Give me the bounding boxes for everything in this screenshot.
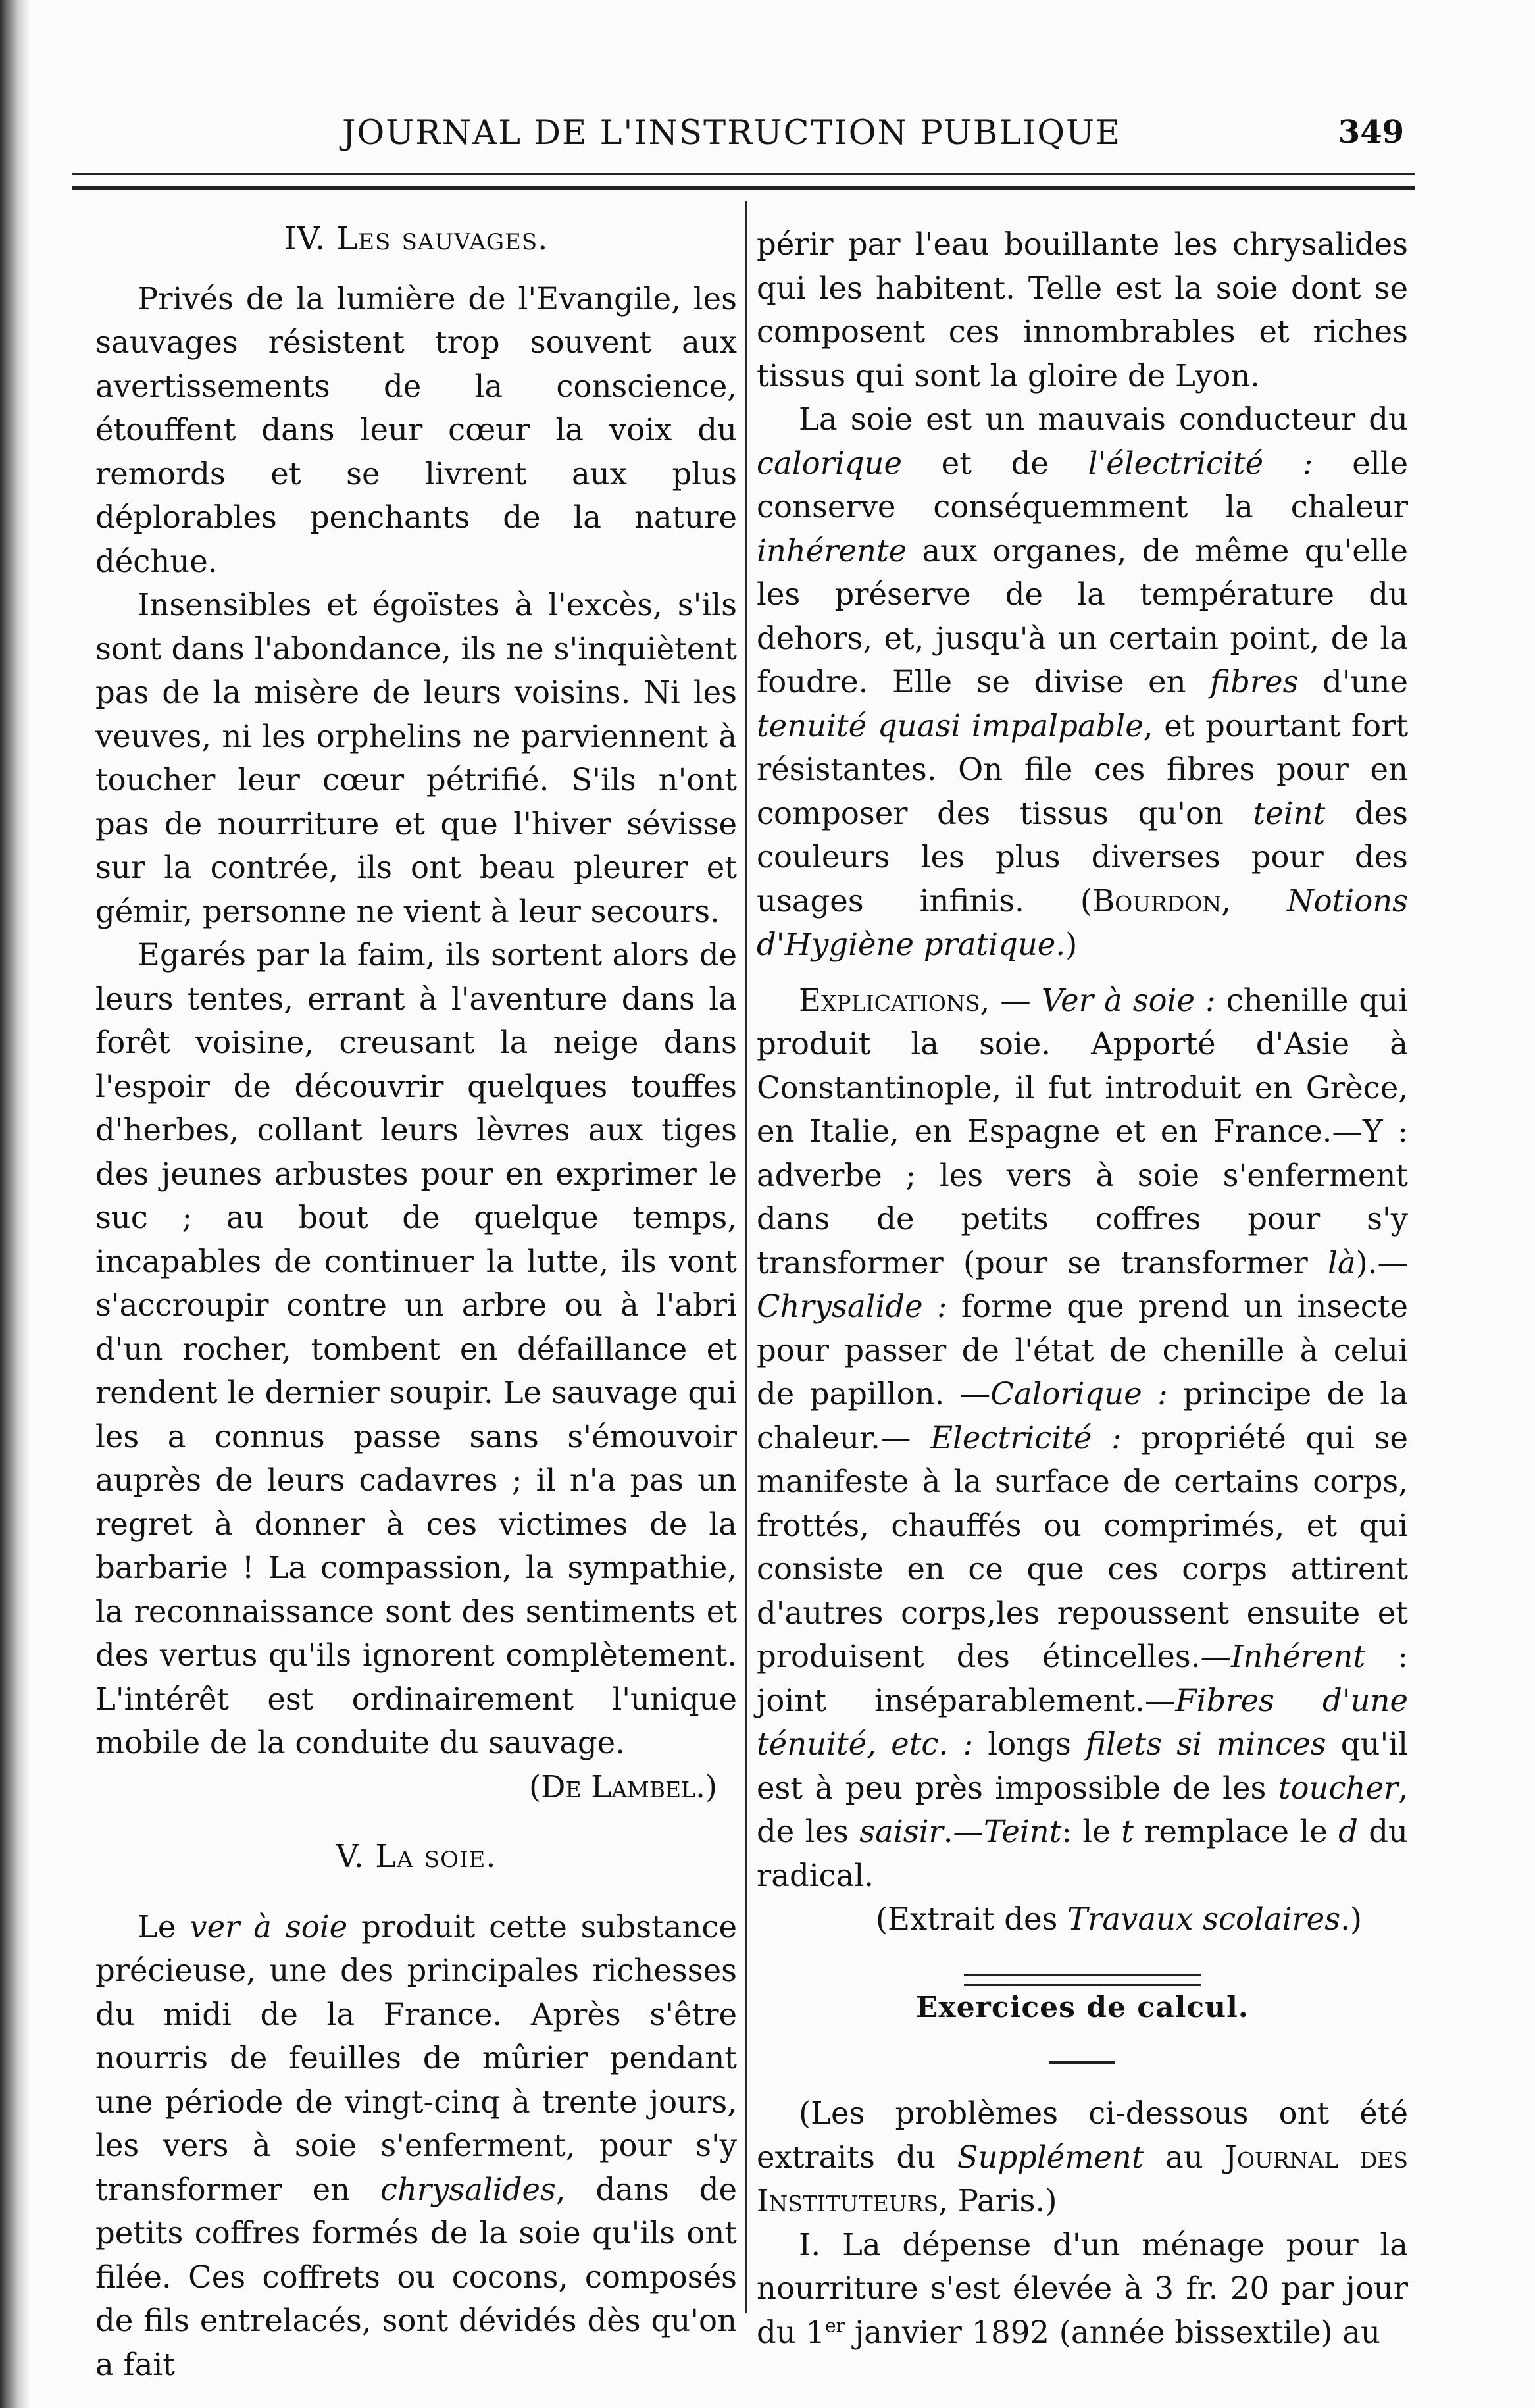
italic-run: saisir bbox=[859, 1814, 944, 1849]
paragraph: Egarés par la faim, ils sortent alors de leurs tentes, errant à l'aventure dans la forêt voisine, creusant la neige dans l'espoir de découvrir quelques touffes d'herbes, collant leurs lèvres aux tiges des jeunes arbustes pour en exprimer le suc ; au bout de quelque temps, incapables de continuer la lutte, ils vont s'accroupir contre un arbre ou à l'abri d'un rocher, tombent en défaillance et rendent le dernier soupir. Le sauvage qui les a connus passe sans s'émouvoir auprès de leurs cadavres ; il n'a pas un regret à donner à ces victimes de la barbarie ! La compassion, la sympathie, la reconnaissance sont des sentiments et des vertus qu'ils ignorent complètement. L'intérêt est ordinairement l'unique mobile de la conduite du sauvage. bbox=[95, 937, 737, 1760]
text-run: (Les problèmes ci-dessous ont été extraits du bbox=[757, 2095, 1408, 2175]
text-run: chenille qui produit la soie. Apporté d'Asie à Constantinople, il fut introduit en Grèce, en Italie, en Espagne et en France.—Y : adverbe ; les vers à soie s'enferment dans de petits coffres pour s'y transformer (pour se transformer bbox=[757, 982, 1408, 1281]
page-number: 349 bbox=[1338, 114, 1404, 151]
text-run: .— bbox=[943, 1814, 984, 1849]
italic-run: là bbox=[1327, 1244, 1356, 1281]
text-run: propriété qui se manifeste à la surface de certains corps, frottés, chauffés ou comprimés, et qui consiste en ce que ces corps attirent d'autres corps,les repoussent ensuite et produisent des étincelles.— bbox=[757, 1420, 1408, 1674]
section-numeral: V. bbox=[336, 1838, 365, 1875]
text-run: : joint inséparablement.— bbox=[757, 1639, 1408, 1718]
text-run: forme que prend un insecte pour passer de l'état de chenille à celui de papillon. — bbox=[757, 1289, 1408, 1412]
italic-run: t bbox=[1121, 1814, 1134, 1849]
text-run: ) bbox=[1065, 927, 1078, 962]
text-run: , dans de petits coffres formés de la soie qu'ils ont filée. Ces coffrets ou cocons, composés de fils entrelacés, sont dévidés dès qu'on a fait bbox=[95, 2171, 737, 2382]
section-numeral: IV. bbox=[284, 220, 326, 257]
italic-run: l'électricité : bbox=[1088, 445, 1313, 481]
italic-run: fibres bbox=[1210, 664, 1299, 700]
italic-run: calorique bbox=[757, 445, 902, 481]
text-run: et de bbox=[901, 445, 1088, 481]
text-run: aux organes, de même qu'elle les préserve de la température du dehors, et, jusqu'à un certain point, de la foudre. Elle se divise en bbox=[757, 532, 1408, 700]
text-run: , bbox=[1221, 883, 1287, 919]
section-heading-calcul: Exercices de calcul. bbox=[915, 1990, 1249, 2024]
italic-run: chrysalides bbox=[380, 2171, 556, 2207]
text-run: ).— bbox=[1355, 1244, 1408, 1281]
text-run: .) bbox=[1340, 1901, 1362, 1937]
extrait-attribution bbox=[757, 1897, 1408, 1941]
attribution bbox=[95, 1765, 737, 1809]
paragraph bbox=[95, 1905, 737, 2387]
text-run: janvier 1892 (année bissextile) au bbox=[845, 2314, 1380, 2350]
paragraph: Privés de la lumière de l'Evangile, les sauvages résistent trop souvent aux avertissements de la conscience, étouffent dans leur cœur la voix du remords et se livrent aux plus déplorables penchants de la nature déchue. bbox=[95, 280, 737, 579]
italic-run: Electricité : bbox=[930, 1420, 1122, 1456]
left-column bbox=[95, 217, 737, 2386]
italic-run: Ver à soie : bbox=[1041, 982, 1216, 1018]
section-heading-soie bbox=[95, 1835, 737, 1879]
text-run: , de les bbox=[757, 1770, 1408, 1849]
italic-run: teint bbox=[1253, 795, 1326, 831]
problem-1 bbox=[757, 2223, 1408, 2355]
italic-run: Teint bbox=[983, 1814, 1062, 1849]
italic-run: d bbox=[1338, 1814, 1358, 1849]
text-run: , Paris.) bbox=[938, 2183, 1057, 2218]
text-run: au bbox=[1144, 2139, 1225, 2175]
italic-run: Fibres d'une ténuité, etc. : bbox=[757, 1682, 1408, 1762]
paragraph-continued: périr par l'eau bouillante les chrysalides qui les habitent. Telle est la soie dont se composent ces innombrables et riches tissus qui sont la gloire de Lyon. bbox=[757, 226, 1408, 394]
book-title: Notions d'Hygiène pratique. bbox=[757, 883, 1409, 962]
column-divider bbox=[745, 201, 747, 2313]
italic-run: Inhérent bbox=[1231, 1639, 1366, 1674]
italic-run: toucher bbox=[1278, 1770, 1399, 1806]
text-run: remplace le bbox=[1133, 1814, 1339, 1849]
italic-run: Calorique : bbox=[990, 1376, 1168, 1412]
paragraph-explications bbox=[757, 979, 1408, 1898]
journal-name: Journal des Instituteurs bbox=[757, 2139, 1408, 2218]
text-run: des couleurs les plus diverses pour des usages infinis. ( bbox=[757, 795, 1409, 919]
italic-run: Supplément bbox=[957, 2139, 1144, 2175]
text-run: , et pourtant fort résistantes. On file ces fibres pour en composer des tissus qu'on bbox=[757, 707, 1408, 831]
text-run: qu'il est à peu près impossible de les bbox=[757, 1726, 1409, 1806]
attribution-text: (De Lambel.) bbox=[529, 1768, 717, 1805]
text-run: I. La dépense d'un ménage pour la nourriture s'est élevée à 3 fr. 20 par jour du 1 bbox=[757, 2226, 1408, 2350]
text-run: La soie est un mauvais conducteur du bbox=[799, 401, 1408, 437]
text-run: Le bbox=[138, 1908, 190, 1945]
section-title: Les sauvages. bbox=[336, 220, 549, 257]
superscript: er bbox=[825, 2315, 845, 2336]
text-run: : le bbox=[1061, 1814, 1122, 1849]
paragraph-intro bbox=[757, 2091, 1408, 2223]
italic-run: Travaux scolaires bbox=[1067, 1901, 1341, 1937]
running-title: JOURNAL DE L'INSTRUCTION PUBLIQUE bbox=[342, 114, 1122, 153]
header-double-rule bbox=[72, 173, 1415, 190]
paragraph: Insensibles et égoïstes à l'excès, s'ils sont dans l'abondance, ils ne s'inquiètent pas de la misère de leurs voisins. Ni les veuves, ni les orphelins ne parviennent à toucher leur cœur pétrifié. S'ils n'ont pas de nourriture et que l'hiver sévisse sur la contrée, ils ont beau pleurer et gémir, personne ne vient à leur secours. bbox=[95, 587, 737, 929]
italic-run: Chrysalide : bbox=[757, 1289, 947, 1324]
section-title: La soie. bbox=[375, 1838, 497, 1875]
text-run: , — bbox=[980, 982, 1042, 1018]
right-column bbox=[757, 222, 1408, 2354]
text-run: principe de la chaleur.— bbox=[757, 1376, 1408, 1456]
author-name: Bourdon bbox=[1092, 883, 1222, 919]
text-run: d'une bbox=[1298, 664, 1408, 700]
short-rule bbox=[1049, 2061, 1115, 2064]
italic-run: ver à soie bbox=[189, 1908, 348, 1945]
italic-run: inhérente bbox=[757, 532, 907, 569]
explications-label: Explications bbox=[799, 982, 980, 1018]
italic-run: tenuité quasi impalpable bbox=[757, 707, 1144, 744]
section-heading-sauvages bbox=[95, 217, 737, 261]
section-separator-rule bbox=[964, 1974, 1201, 1986]
page-binding-edge bbox=[0, 0, 30, 2408]
text-run: du radical. bbox=[757, 1814, 1408, 1893]
paragraph bbox=[757, 397, 1408, 967]
italic-run: filets si minces bbox=[1086, 1726, 1326, 1762]
page-header bbox=[72, 109, 1415, 168]
text-run: longs bbox=[973, 1726, 1086, 1762]
text-run: elle conserve conséquemment la chaleur bbox=[757, 445, 1409, 525]
text-run: produit cette substance précieuse, une des principales richesses du midi de la France. Après s'être nourris de feuilles de mûrier pendant une période de vingt-cinq à trente jours, les vers à soie s'enferment, pour s'y transformer en bbox=[95, 1908, 737, 2207]
text-run: (Extrait des bbox=[875, 1901, 1068, 1937]
